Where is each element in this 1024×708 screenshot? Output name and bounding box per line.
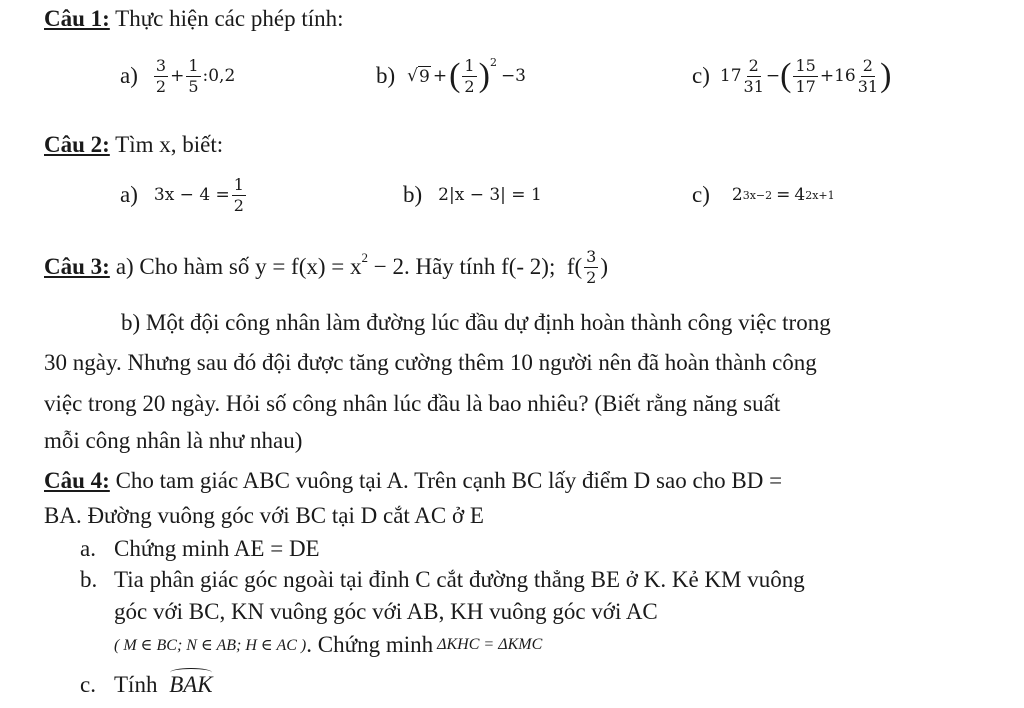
q2-a-expression: 3x − 4 = <box>153 185 230 205</box>
q3-b-line-4: mỗi công nhân là như nhau) <box>44 428 303 453</box>
q4-b-prove-text: . Chứng minh <box>306 632 434 657</box>
q2-a-fraction: $\frac{1}{2}$ <box>233 174 244 215</box>
q4-part-a <box>80 536 320 562</box>
q3-a-text: a) Cho hàm số y = f(x) = x <box>115 254 362 279</box>
q2-b-expression: 2|x − 3| = 1 <box>438 185 542 205</box>
q1-c-whole-2: 16 <box>834 66 856 86</box>
q1-a-fraction-2: $\frac{1}{5}$ <box>188 55 199 96</box>
q2-part-c <box>692 172 835 218</box>
q1-b-radicand: 9 <box>419 66 430 87</box>
q3-b-line-3: việc trong 20 ngày. Hỏi số công nhân lúc đầu là bao nhiêu? (Biết rằng năng suất <box>44 391 781 416</box>
q1-b-open-paren: ( <box>449 57 461 94</box>
q4-b-label: b. <box>80 567 98 592</box>
q4-c-label: c. <box>80 672 96 697</box>
q2-c-label: c) <box>692 182 710 207</box>
q4-b-line-2: góc với BC, KN vuông góc với AB, KH vuông góc với AC <box>114 599 658 624</box>
question-2-title: Tìm x, biết: <box>115 132 224 157</box>
q2-b-label: b) <box>403 182 423 207</box>
q1-a-label: a) <box>120 63 138 88</box>
q1-b-exponent: 2 <box>489 56 497 69</box>
question-2-heading <box>44 132 223 158</box>
q3-a-close: ) <box>600 254 609 279</box>
q1-b-plus: + <box>432 66 448 86</box>
q3-b-line-1: b) Một đội công nhân làm đường lúc đầu dự định hoàn thành công việc trong <box>121 310 831 335</box>
question-1-heading <box>44 6 343 32</box>
q1-a-fraction-1: $\frac{3}{2}$ <box>155 55 167 96</box>
question-3-part-a <box>44 244 608 290</box>
q1-b-fraction: $\frac{1}{2}$ <box>464 55 475 96</box>
q1-c-whole-1: 17 <box>719 66 742 86</box>
q4-b-membership: ( M ∈ BC; N ∈ AB; H ∈ AC ) <box>114 637 307 654</box>
q4-line-2: BA. Đường vuông góc với BC tại D cắt AC ở E <box>44 503 484 528</box>
q1-c-close-paren: ) <box>880 57 892 94</box>
q1-a-tail: :0,2 <box>202 66 236 86</box>
q4-part-c <box>80 672 213 698</box>
q3-a-text-2: − 2. Hãy tính f(- 2); f( <box>368 254 583 279</box>
q4-c-text: Tính <box>114 672 158 697</box>
q2-c-base-1: 2 <box>731 185 743 205</box>
q3-a-exponent: 2 <box>361 250 368 265</box>
question-1-label: Câu 1: <box>44 6 110 31</box>
q2-c-exponent-1: 3x−2 <box>742 188 773 202</box>
q1-b-close-paren: ) <box>478 57 490 94</box>
q1-c-fraction-1: $\frac{2}{31}$ <box>743 55 764 96</box>
q1-a-plus: + <box>170 66 185 86</box>
q1-c-open-paren: ( <box>780 57 792 94</box>
q1-c-fraction-2: $\frac{15}{17}$ <box>795 55 816 96</box>
q3-b-line-2: 30 ngày. Nhưng sau đó đội được tăng cường thêm 10 người nên đã hoàn thành công <box>44 350 817 375</box>
q2-c-base-2: 4 <box>794 185 806 205</box>
question-3-label: Câu 3: <box>44 254 110 279</box>
q1-part-c <box>692 54 891 98</box>
question-1-title: Thực hiện các phép tính: <box>115 6 344 31</box>
q4-a-text: Chứng minh AE = DE <box>114 536 320 561</box>
sqrt-icon: √ <box>407 66 419 86</box>
q3-a-fraction: $\frac{3}{2}$ <box>586 246 597 287</box>
q1-part-b <box>376 54 526 98</box>
q2-part-a <box>120 172 248 218</box>
question-4-label: Câu 4: <box>44 468 110 493</box>
q4-part-b-line-1 <box>80 567 805 593</box>
q1-c-plus: + <box>819 66 835 86</box>
q1-c-minus: − <box>765 66 781 86</box>
q4-line-1-text: Cho tam giác ABC vuông tại A. Trên cạnh BC lấy điểm D sao cho BD = <box>115 468 783 493</box>
q4-b-line-3 <box>114 632 542 658</box>
q2-c-equals: = <box>776 185 791 205</box>
q4-b-triangle-equality: ΔKHC = ΔKMC <box>437 636 543 653</box>
q1-part-a <box>120 54 235 98</box>
q4-a-label: a. <box>80 536 96 561</box>
q1-c-fraction-3: $\frac{2}{31}$ <box>857 55 879 96</box>
q1-b-tail: −3 <box>500 66 526 86</box>
question-4-line-1 <box>44 468 782 494</box>
q4-b-line-1-text: Tia phân giác góc ngoài tại đỉnh C cắt đường thẳng BE ở K. Kẻ KM vuông <box>114 567 805 592</box>
q1-b-label: b) <box>376 63 396 88</box>
question-2-label: Câu 2: <box>44 132 110 157</box>
q2-c-exponent-2: 2x+1 <box>805 188 835 202</box>
q2-part-b <box>403 172 542 218</box>
q2-a-label: a) <box>120 182 138 207</box>
q1-c-label: c) <box>692 63 710 88</box>
q4-c-angle: BAK <box>169 672 213 697</box>
